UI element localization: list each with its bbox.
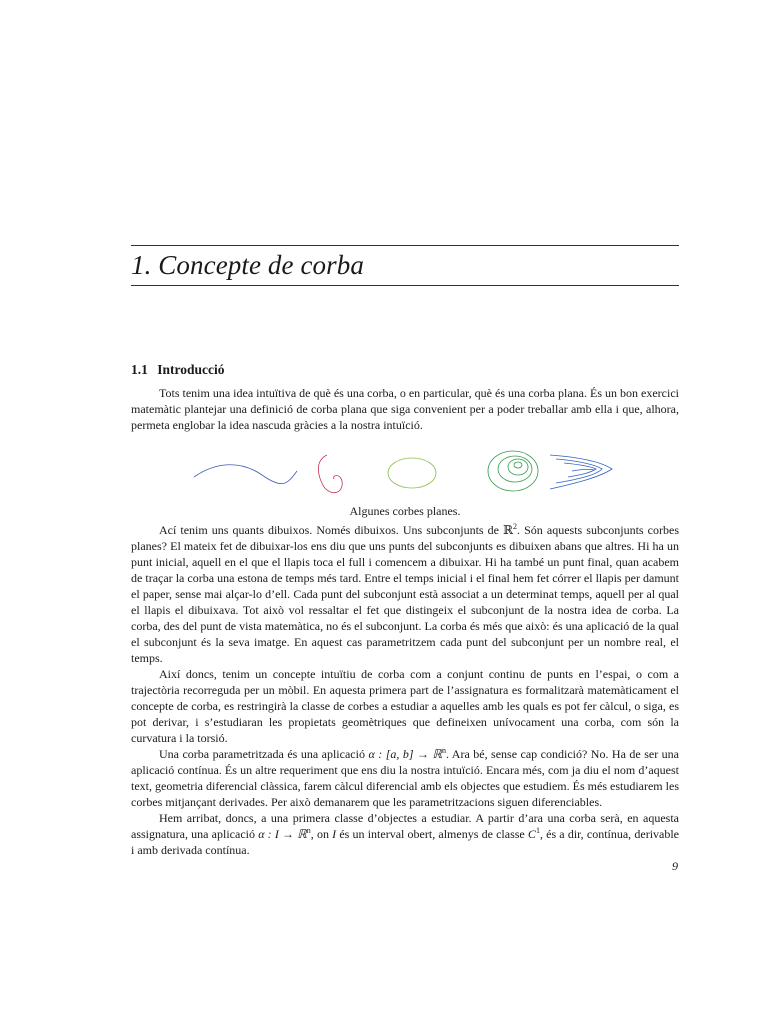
curve-spiral-hook [318, 455, 342, 493]
math-expression: I [332, 827, 337, 841]
intro-paragraph: Tots tenim una idea intuïtiva de què és una corba, o en particular, què és una corba plana. És un bon exercici matemàtic plantejar una definició de corba plana que siga convenient per a poder treballar amb ella i que, alhora, permeta englobar la idea nascuda gràcies a la nostra intuïció. [131, 386, 679, 432]
text-run: . Ara bé, sense cap condició? No. Ha de ser una aplicació contínua. És un altre requeriment que ens diu la nostra intuïció. Encara més, com ja diu el nom d’aquest text, geometria diferencial clàssica, farem càlcul diferencial amb els objectes que estudiem. És més estudiarem les corbes mitjançant derivades. Per això demanarem que les parametritzacions siguen diferenciables. [131, 747, 679, 809]
text-run: Ací tenim uns quants dibuixos. Només dibuixos. Uns subconjunts de [159, 523, 504, 537]
math-superscript: n [306, 826, 311, 835]
title-rule-top [131, 245, 679, 246]
math-expression: α : [a, b] → ℝ [368, 747, 442, 761]
section-heading [131, 361, 225, 379]
title-rule-bottom [131, 285, 679, 286]
paragraph-4 [131, 810, 679, 858]
text-run: . Són aquests subconjunts corbes planes? El mateix fet de dibuixar-los ens diu que uns punts del subconjunts es dibuixen abans que altres. Hi ha un punt inicial, aquell en el que el llapis toca el full i comencem a dibuixar. Hi ha també un punt final, quan acabem de traçar la corba una estona de temps més tard. Entre el temps inicial i el final hem fet córrer el llapis per damunt el paper, sense mai alçar-lo d’ell. Cada punt del subconjunt està associat a un determinat temps, aquell per al qual el llapis el dibuixava. Tot això vol ressaltar el fet que distingeix el subconjunt de la nostra idea de corba. La corba, des del punt de vista matemàtica, no és el subconjunt. La corba és més que això: és una aplicació de la qual el subconjunt és la seva imatge. En aquest cas parametritzem cada punt del subconjunt per un nombre real, el temps. [131, 523, 679, 665]
page-number: 9 [672, 859, 678, 873]
chapter-title: 1. Concepte de corba [131, 250, 364, 280]
body-text [131, 522, 679, 858]
text-run: Una corba parametritzada és una aplicació [159, 747, 369, 761]
plane-curves-figure [192, 447, 622, 499]
text-run: és un interval obert, almenys de classe [336, 827, 528, 841]
paragraph-1 [131, 522, 679, 666]
curve-ellipse [388, 458, 436, 488]
math-expression: α : I → ℝ [258, 827, 307, 841]
text-run: , on [310, 827, 333, 841]
text-run: Hem arribat, doncs, a una primera classe d’objectes a estudiar. A partir d’ara una corba serà, en aquesta assignatura, una aplicació [131, 811, 679, 841]
curve-wave [194, 465, 297, 484]
text-run: , és a dir, contínua, derivable i amb derivada contínua. [131, 827, 680, 857]
paragraph-3 [131, 746, 679, 810]
math-superscript: 1 [535, 826, 540, 835]
figure-caption: Algunes corbes planes. [349, 504, 461, 518]
math-symbol: ℝ [503, 523, 514, 537]
intro-text [131, 385, 679, 433]
section-title: Introducció [157, 362, 225, 377]
math-superscript: n [441, 746, 446, 755]
section-number: 1.1 [131, 362, 148, 377]
curve-arrow-fan [550, 455, 612, 489]
math-expression: C [527, 827, 536, 841]
curve-nested-loops [488, 451, 538, 491]
paragraph-2: Així doncs, tenim un concepte intuïtiu de corba com a conjunt continu de punts en l’espai, o com a trajectòria recorreguda per un mòbil. En aquesta primera part de l’assignatura es formalitzarà matemàticament el concepte de corba, es restringirà la classe de corbes a estudiar a aquelles amb les quals es pot fer càlcul, o siga, es pot derivar, i s’estudiaran les propietats geomètriques que defineixen unívocament una corba, com són la curvatura i la torsió. [131, 667, 679, 745]
math-superscript: 2 [513, 522, 518, 531]
